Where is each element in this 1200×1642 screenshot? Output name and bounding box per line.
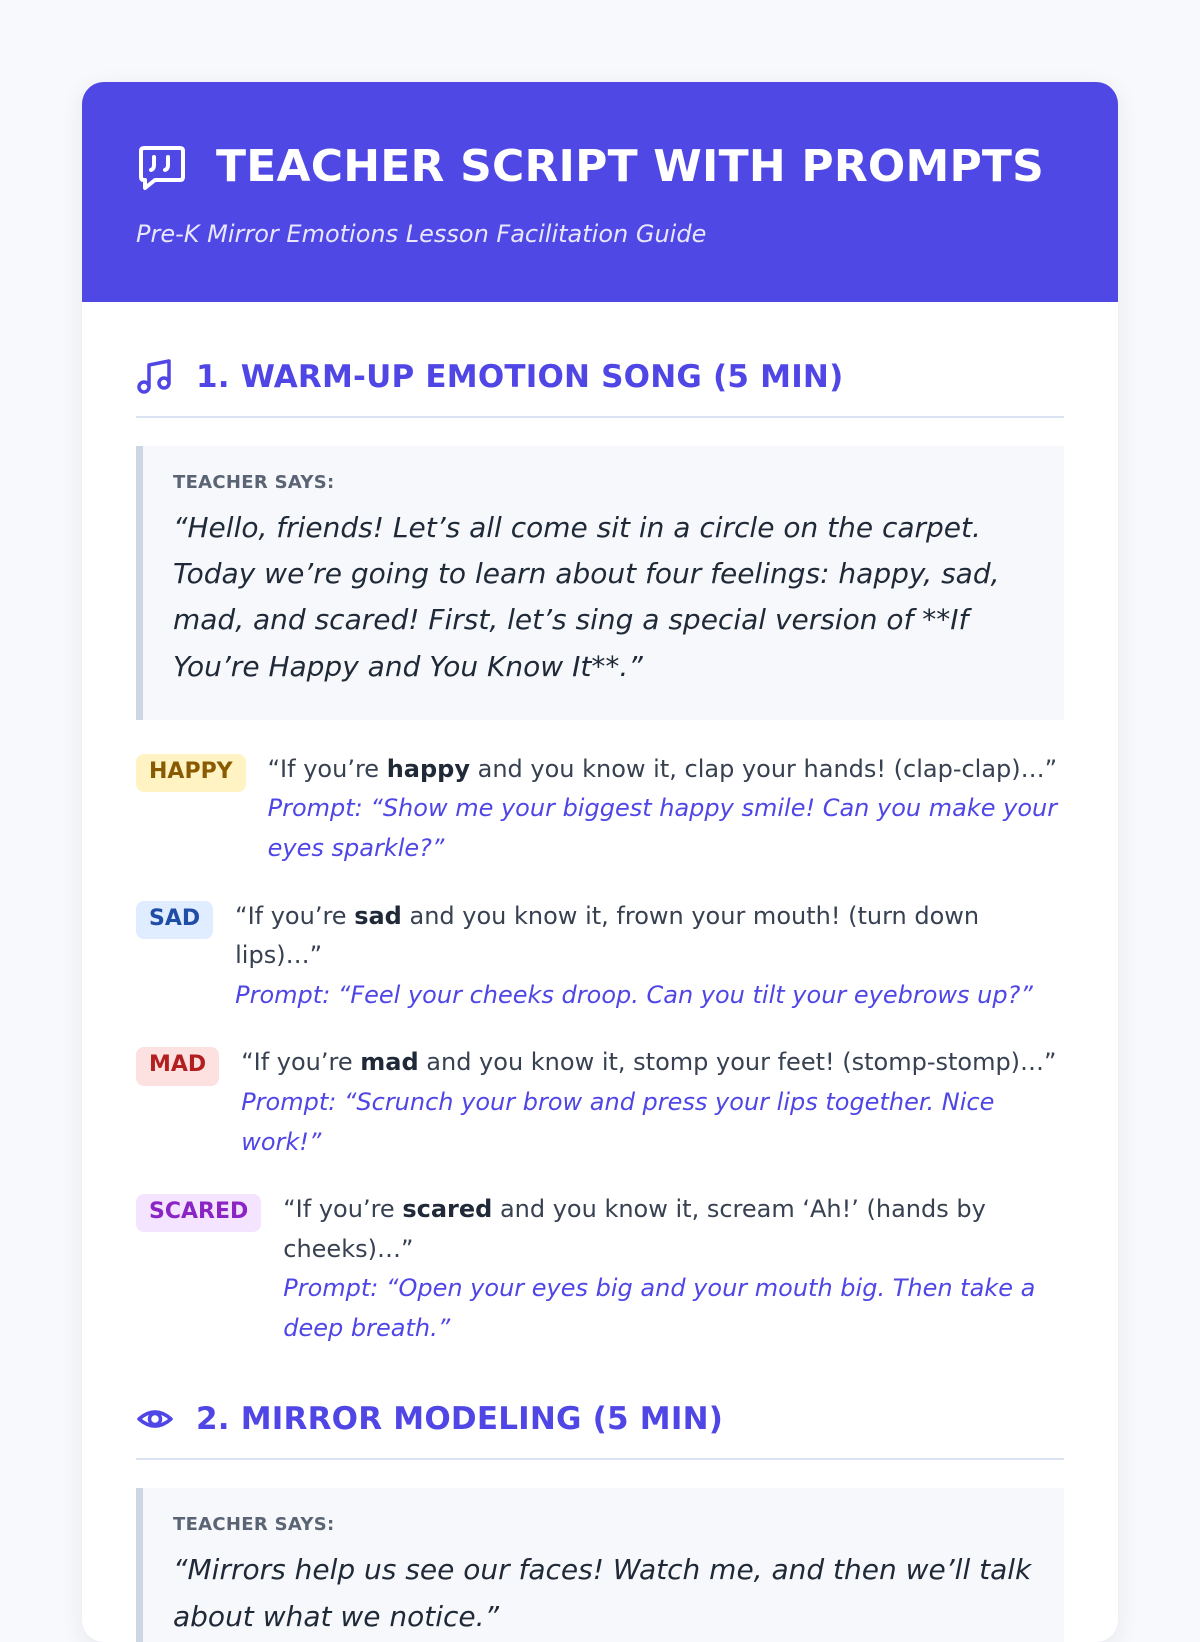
teacher-says-label: TEACHER SAYS: bbox=[173, 1514, 335, 1536]
song-line-prefix: “If you’re bbox=[267, 754, 387, 783]
song-line bbox=[241, 1043, 1064, 1083]
section-heading bbox=[136, 358, 1064, 418]
teacher-says-block bbox=[136, 1488, 1064, 1642]
prompt-line: Prompt: “Scrunch your brow and press your lips together. Nice work!” bbox=[241, 1087, 995, 1156]
list-item bbox=[136, 897, 1064, 1016]
song-line-prefix: “If you’re bbox=[235, 901, 355, 930]
song-line-prefix: “If you’re bbox=[241, 1048, 361, 1077]
teacher-says-label: TEACHER SAYS: bbox=[173, 472, 335, 493]
list-item bbox=[136, 750, 1064, 869]
mirror-modeling-section bbox=[136, 1400, 1064, 1642]
content bbox=[82, 302, 1118, 1642]
prompt-line: Prompt: “Show me your biggest happy smile! Can you make your eyes sparkle?” bbox=[267, 794, 1058, 862]
section-title: 2. MIRROR MODELING (5 MIN) bbox=[196, 1401, 724, 1438]
emotion-badge-mad: MAD bbox=[136, 1047, 219, 1085]
song-line bbox=[235, 897, 1064, 976]
emotion-prompt-list bbox=[136, 750, 1064, 1349]
prompt-line: Prompt: “Open your eyes big and your mouth big. Then take a deep breath.” bbox=[283, 1274, 1036, 1342]
emotion-badge-sad: SAD bbox=[136, 901, 213, 939]
page-subtitle: Pre-K Mirror Emotions Lesson Facilitation Guide bbox=[136, 220, 707, 248]
warm-up-section bbox=[136, 358, 1064, 1348]
song-line bbox=[283, 1190, 1064, 1269]
song-line-suffix: and you know it, frown your mouth! (turn down lips)…” bbox=[235, 901, 980, 970]
quote-bubble-icon bbox=[136, 140, 188, 192]
song-line bbox=[268, 750, 1064, 790]
song-line-suffix: and you know it, clap your hands! (clap-clap)…” bbox=[469, 754, 1058, 783]
emotion-word: happy bbox=[386, 754, 470, 783]
music-note-icon bbox=[136, 358, 174, 396]
prompt-body bbox=[268, 750, 1064, 869]
prompt-line: Prompt: “Feel your cheeks droop. Can you tilt your eyebrows up?” bbox=[235, 980, 1033, 1009]
section-heading bbox=[136, 1400, 1064, 1460]
emotion-word: mad bbox=[360, 1048, 419, 1077]
teacher-script-card bbox=[82, 82, 1118, 1642]
list-item bbox=[136, 1043, 1064, 1162]
teacher-script-text: “Hello, friends! Let’s all come sit in a circle on the carpet. Today we’re going to learn about four feelings: happy, sad, mad, and scared! First, let’s sing a special version of **If You’re Happy and You Know It**.” bbox=[173, 511, 1000, 683]
title-row bbox=[136, 140, 1064, 192]
emotion-badge-scared: SCARED bbox=[136, 1194, 261, 1232]
list-item bbox=[136, 1190, 1064, 1348]
song-line-prefix: “If you’re bbox=[283, 1195, 403, 1224]
teacher-script-text: “Mirrors help us see our faces! Watch me, and then we’ll talk about what we notice.” bbox=[173, 1553, 1032, 1633]
prompt-body bbox=[235, 897, 1064, 1016]
section-title: 1. WARM-UP EMOTION SONG (5 MIN) bbox=[196, 359, 844, 395]
eye-icon bbox=[136, 1400, 174, 1438]
song-line-suffix: and you know it, stomp your feet! (stomp-stomp)…” bbox=[418, 1048, 1057, 1077]
prompt-body bbox=[241, 1043, 1064, 1162]
emotion-word: scared bbox=[402, 1195, 493, 1224]
prompt-body bbox=[283, 1190, 1064, 1348]
page-title: TEACHER SCRIPT WITH PROMPTS bbox=[216, 140, 1045, 192]
teacher-says-block bbox=[136, 446, 1064, 720]
emotion-badge-happy: HAPPY bbox=[136, 754, 246, 792]
song-line-suffix: and you know it, scream ‘Ah!’ (hands by cheeks)…” bbox=[283, 1195, 986, 1263]
emotion-word: sad bbox=[354, 901, 402, 930]
header bbox=[82, 82, 1118, 302]
